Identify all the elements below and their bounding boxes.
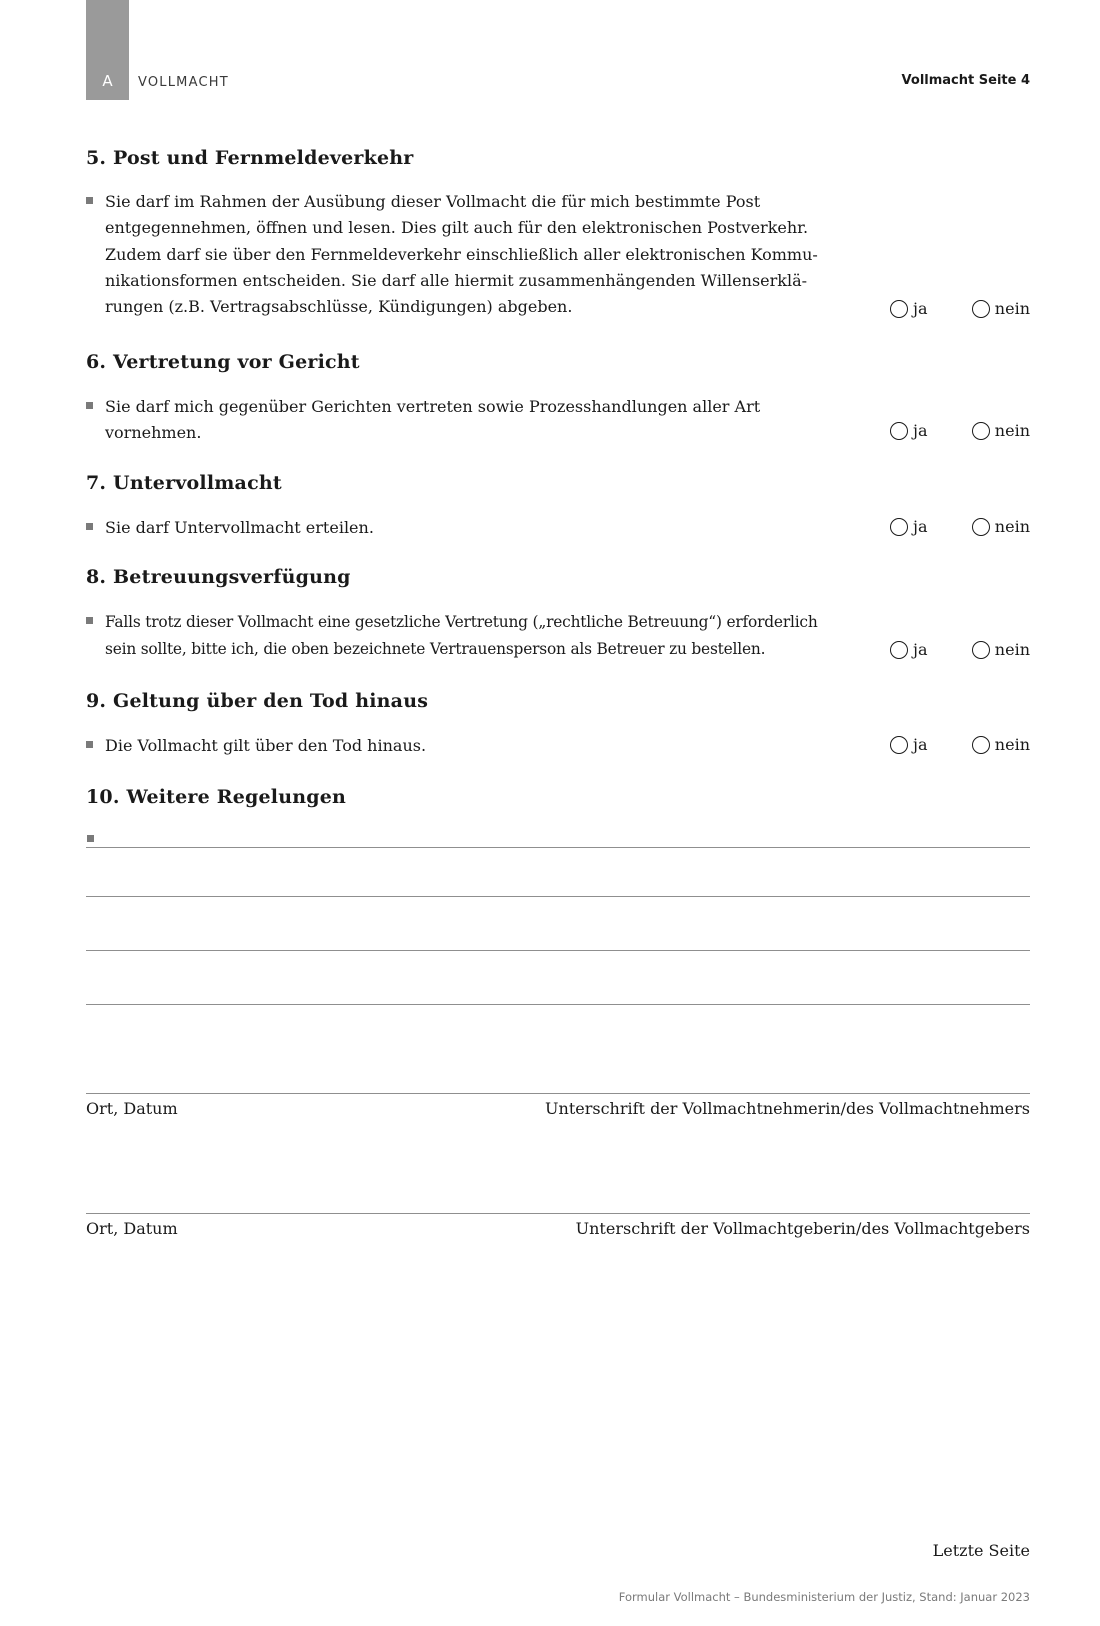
bullet-icon <box>86 402 93 409</box>
section-heading-7: 7. Untervollmacht <box>86 472 282 494</box>
header-label: VOLLMACHT <box>138 75 229 90</box>
radio-ja-label: ja <box>913 299 928 318</box>
section-item-8 <box>86 609 886 662</box>
writing-line-1[interactable] <box>86 847 1030 848</box>
radio-circle-icon <box>890 422 908 440</box>
radio-group-6 <box>890 421 1030 445</box>
section-item-7 <box>86 515 846 541</box>
writing-line-4[interactable] <box>86 1004 1030 1005</box>
section-heading-5: 5. Post und Fernmeldeverkehr <box>86 147 414 169</box>
bullet-icon <box>86 197 93 204</box>
place-date-label: Ort, Datum <box>86 1099 178 1118</box>
radio-ja-label: ja <box>913 421 928 440</box>
radio-ja[interactable] <box>890 735 928 754</box>
radio-circle-icon <box>890 641 908 659</box>
section-text-9: Die Vollmacht gilt über den Tod hinaus. <box>105 736 427 755</box>
section-text-8: Falls trotz dieser Vollmacht eine gesetzliche Vertretung („rechtliche Betreuung“) erforderlich sein sollte, bitte ich, die oben bezeichnete Vertrauensperson als Betreuer zu bestellen. <box>105 613 818 658</box>
radio-circle-icon <box>972 736 990 754</box>
section-item-5 <box>86 189 846 320</box>
radio-nein-label: nein <box>994 421 1030 440</box>
radio-ja-label: ja <box>913 517 928 536</box>
writing-line-2[interactable] <box>86 896 1030 897</box>
signature-label-principal: Unterschrift der Vollmachtgeberin/des Vollmachtgebers <box>575 1219 1030 1238</box>
bullet-icon <box>86 741 93 748</box>
section-heading-9: 9. Geltung über den Tod hinaus <box>86 690 429 712</box>
section-item-9 <box>86 733 846 759</box>
radio-nein[interactable] <box>972 299 1030 318</box>
radio-circle-icon <box>972 422 990 440</box>
section-heading-6: 6. Vertretung vor Gericht <box>86 351 360 373</box>
radio-group-9 <box>890 735 1030 759</box>
chapter-letter: A <box>102 72 113 90</box>
radio-nein[interactable] <box>972 517 1030 536</box>
radio-ja[interactable] <box>890 640 928 659</box>
radio-group-7 <box>890 517 1030 541</box>
bullet-icon <box>86 617 93 624</box>
radio-nein[interactable] <box>972 421 1030 440</box>
footer-note: Formular Vollmacht – Bundesministerium der Justiz, Stand: Januar 2023 <box>618 1590 1030 1604</box>
writing-line-3[interactable] <box>86 950 1030 951</box>
signature-line-agent[interactable] <box>86 1093 1030 1094</box>
radio-circle-icon <box>972 641 990 659</box>
signature-line-principal[interactable] <box>86 1213 1030 1214</box>
radio-nein[interactable] <box>972 640 1030 659</box>
radio-circle-icon <box>890 736 908 754</box>
radio-nein[interactable] <box>972 735 1030 754</box>
section-text-7: Sie darf Untervollmacht erteilen. <box>105 518 374 537</box>
place-date-label: Ort, Datum <box>86 1219 178 1238</box>
radio-ja[interactable] <box>890 299 928 318</box>
radio-nein-label: nein <box>994 735 1030 754</box>
section-text-5: Sie darf im Rahmen der Ausübung dieser Vollmacht die für mich bestimmte Post entgegennehmen, öffnen und lesen. Dies gilt auch für den elektronischen Postverkehr. Zudem darf sie über den Fernmeldeverkehr einschließlich aller elektronischen Kommu- nikationsformen entscheiden. Sie darf alle hiermit zusammenhängenden Willenserklä- rungen (z.B. Vertragsabschlüsse, Kündigungen) abgeben. <box>105 192 818 317</box>
radio-circle-icon <box>972 300 990 318</box>
radio-ja-label: ja <box>913 640 928 659</box>
section-heading-10: 10. Weitere Regelungen <box>86 786 347 808</box>
signature-label-agent: Unterschrift der Vollmachtnehmerin/des Vollmachtnehmers <box>545 1099 1030 1118</box>
radio-nein-label: nein <box>994 299 1030 318</box>
section-text-6: Sie darf mich gegenüber Gerichten vertreten sowie Prozesshandlungen aller Art vornehmen. <box>105 397 761 443</box>
radio-group-5 <box>890 299 1030 323</box>
radio-ja-label: ja <box>913 735 928 754</box>
last-page-label: Letzte Seite <box>932 1541 1030 1560</box>
radio-nein-label: nein <box>994 640 1030 659</box>
radio-circle-icon <box>890 300 908 318</box>
bullet-icon <box>87 835 94 842</box>
section-item-6 <box>86 394 846 447</box>
section-heading-8: 8. Betreuungsverfügung <box>86 566 351 588</box>
page-indicator: Vollmacht Seite 4 <box>901 73 1030 88</box>
radio-ja[interactable] <box>890 421 928 440</box>
radio-circle-icon <box>890 518 908 536</box>
radio-nein-label: nein <box>994 517 1030 536</box>
radio-ja[interactable] <box>890 517 928 536</box>
radio-circle-icon <box>972 518 990 536</box>
radio-group-8 <box>890 640 1030 664</box>
bullet-icon <box>86 523 93 530</box>
